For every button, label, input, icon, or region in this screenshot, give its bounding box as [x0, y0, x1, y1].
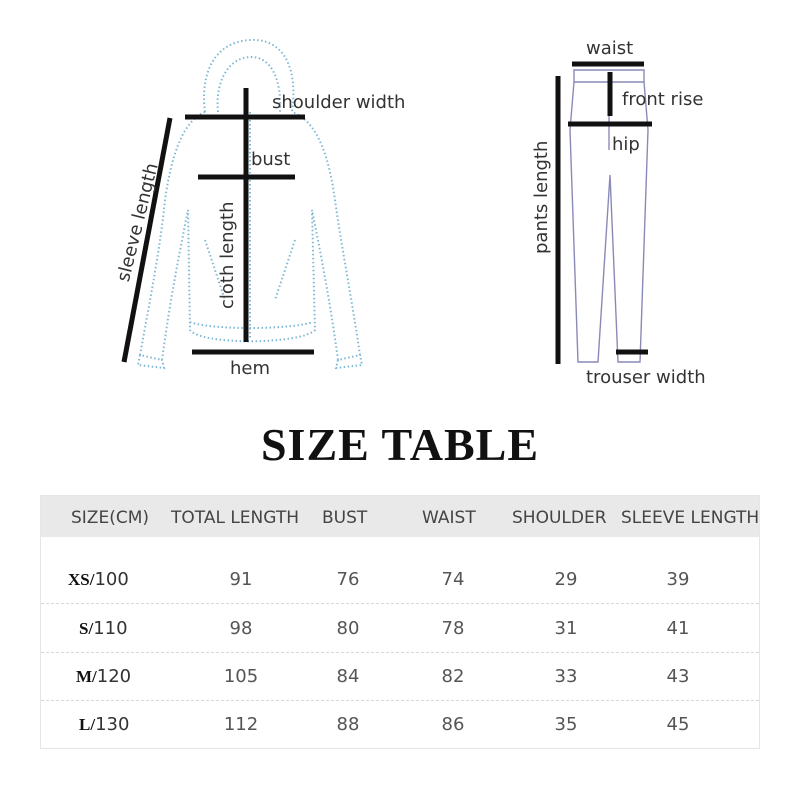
shoulder-cell: 29 — [554, 569, 578, 590]
size-cell — [79, 714, 129, 735]
waist-cell: 74 — [441, 569, 465, 590]
size-letter: M/ — [76, 667, 97, 686]
size-num: 120 — [96, 666, 132, 687]
total-length-cell: 91 — [229, 569, 253, 590]
header-total-length: TOTAL LENGTH — [171, 508, 299, 528]
size-num: 110 — [93, 618, 128, 639]
bust-label: bust — [251, 149, 291, 170]
hem-label: hem — [230, 358, 271, 379]
size-cell — [76, 666, 131, 687]
bust-cell: 76 — [336, 569, 360, 590]
total-length-cell: 105 — [223, 666, 259, 687]
size-cell — [79, 618, 128, 639]
table-row — [41, 700, 759, 748]
total-length-cell: 98 — [229, 618, 253, 639]
shoulder-cell: 31 — [554, 618, 578, 639]
bust-cell: 88 — [336, 714, 360, 735]
table-row — [41, 604, 759, 653]
size-letter: XS/ — [68, 570, 95, 589]
table-row — [41, 652, 759, 701]
header-bust: BUST — [322, 508, 368, 528]
header-size: SIZE(CM) — [71, 508, 149, 528]
sleeve-length-cell: 41 — [666, 618, 690, 639]
size-letter: L/ — [79, 715, 96, 734]
header-shoulder: SHOULDER — [512, 508, 607, 528]
shoulder-cell: 35 — [554, 714, 578, 735]
sleeve-length-label: sleeve length — [113, 160, 163, 284]
size-cell — [68, 569, 129, 590]
size-num: 100 — [94, 569, 129, 590]
shoulder-width-label: shoulder width — [272, 92, 406, 113]
jacket-hem-band — [190, 322, 313, 328]
size-table — [40, 495, 760, 749]
hip-label: hip — [612, 134, 640, 155]
sleeve-length-cell: 39 — [666, 569, 690, 590]
header-waist: WAIST — [422, 508, 476, 528]
hood-inner — [218, 57, 281, 112]
pants-length-label: pants length — [531, 140, 552, 254]
sleeve-length-cell: 43 — [666, 666, 690, 687]
cloth-length-label: cloth length — [217, 201, 238, 309]
waist-cell: 86 — [441, 714, 465, 735]
waist-cell: 82 — [441, 666, 465, 687]
size-num: 130 — [95, 714, 130, 735]
header-sleeve-length: SLEEVE LENGTH — [621, 508, 760, 528]
bust-cell: 80 — [336, 618, 360, 639]
size-table-title: SIZE TABLE — [260, 419, 540, 470]
bust-cell: 84 — [336, 666, 360, 687]
table-row — [41, 555, 759, 604]
waist-label: waist — [586, 38, 634, 59]
jacket-outline — [138, 40, 362, 368]
shoulder-cell: 33 — [554, 666, 578, 687]
front-rise-label: front rise — [622, 89, 704, 110]
trouser-width-label: trouser width — [586, 367, 706, 388]
total-length-cell: 112 — [223, 714, 259, 735]
jacket-pocket-right — [275, 240, 295, 300]
sleeve-length-cell: 45 — [666, 714, 690, 735]
size-letter: S/ — [79, 619, 94, 638]
waist-cell: 78 — [441, 618, 465, 639]
table-header — [41, 496, 759, 537]
